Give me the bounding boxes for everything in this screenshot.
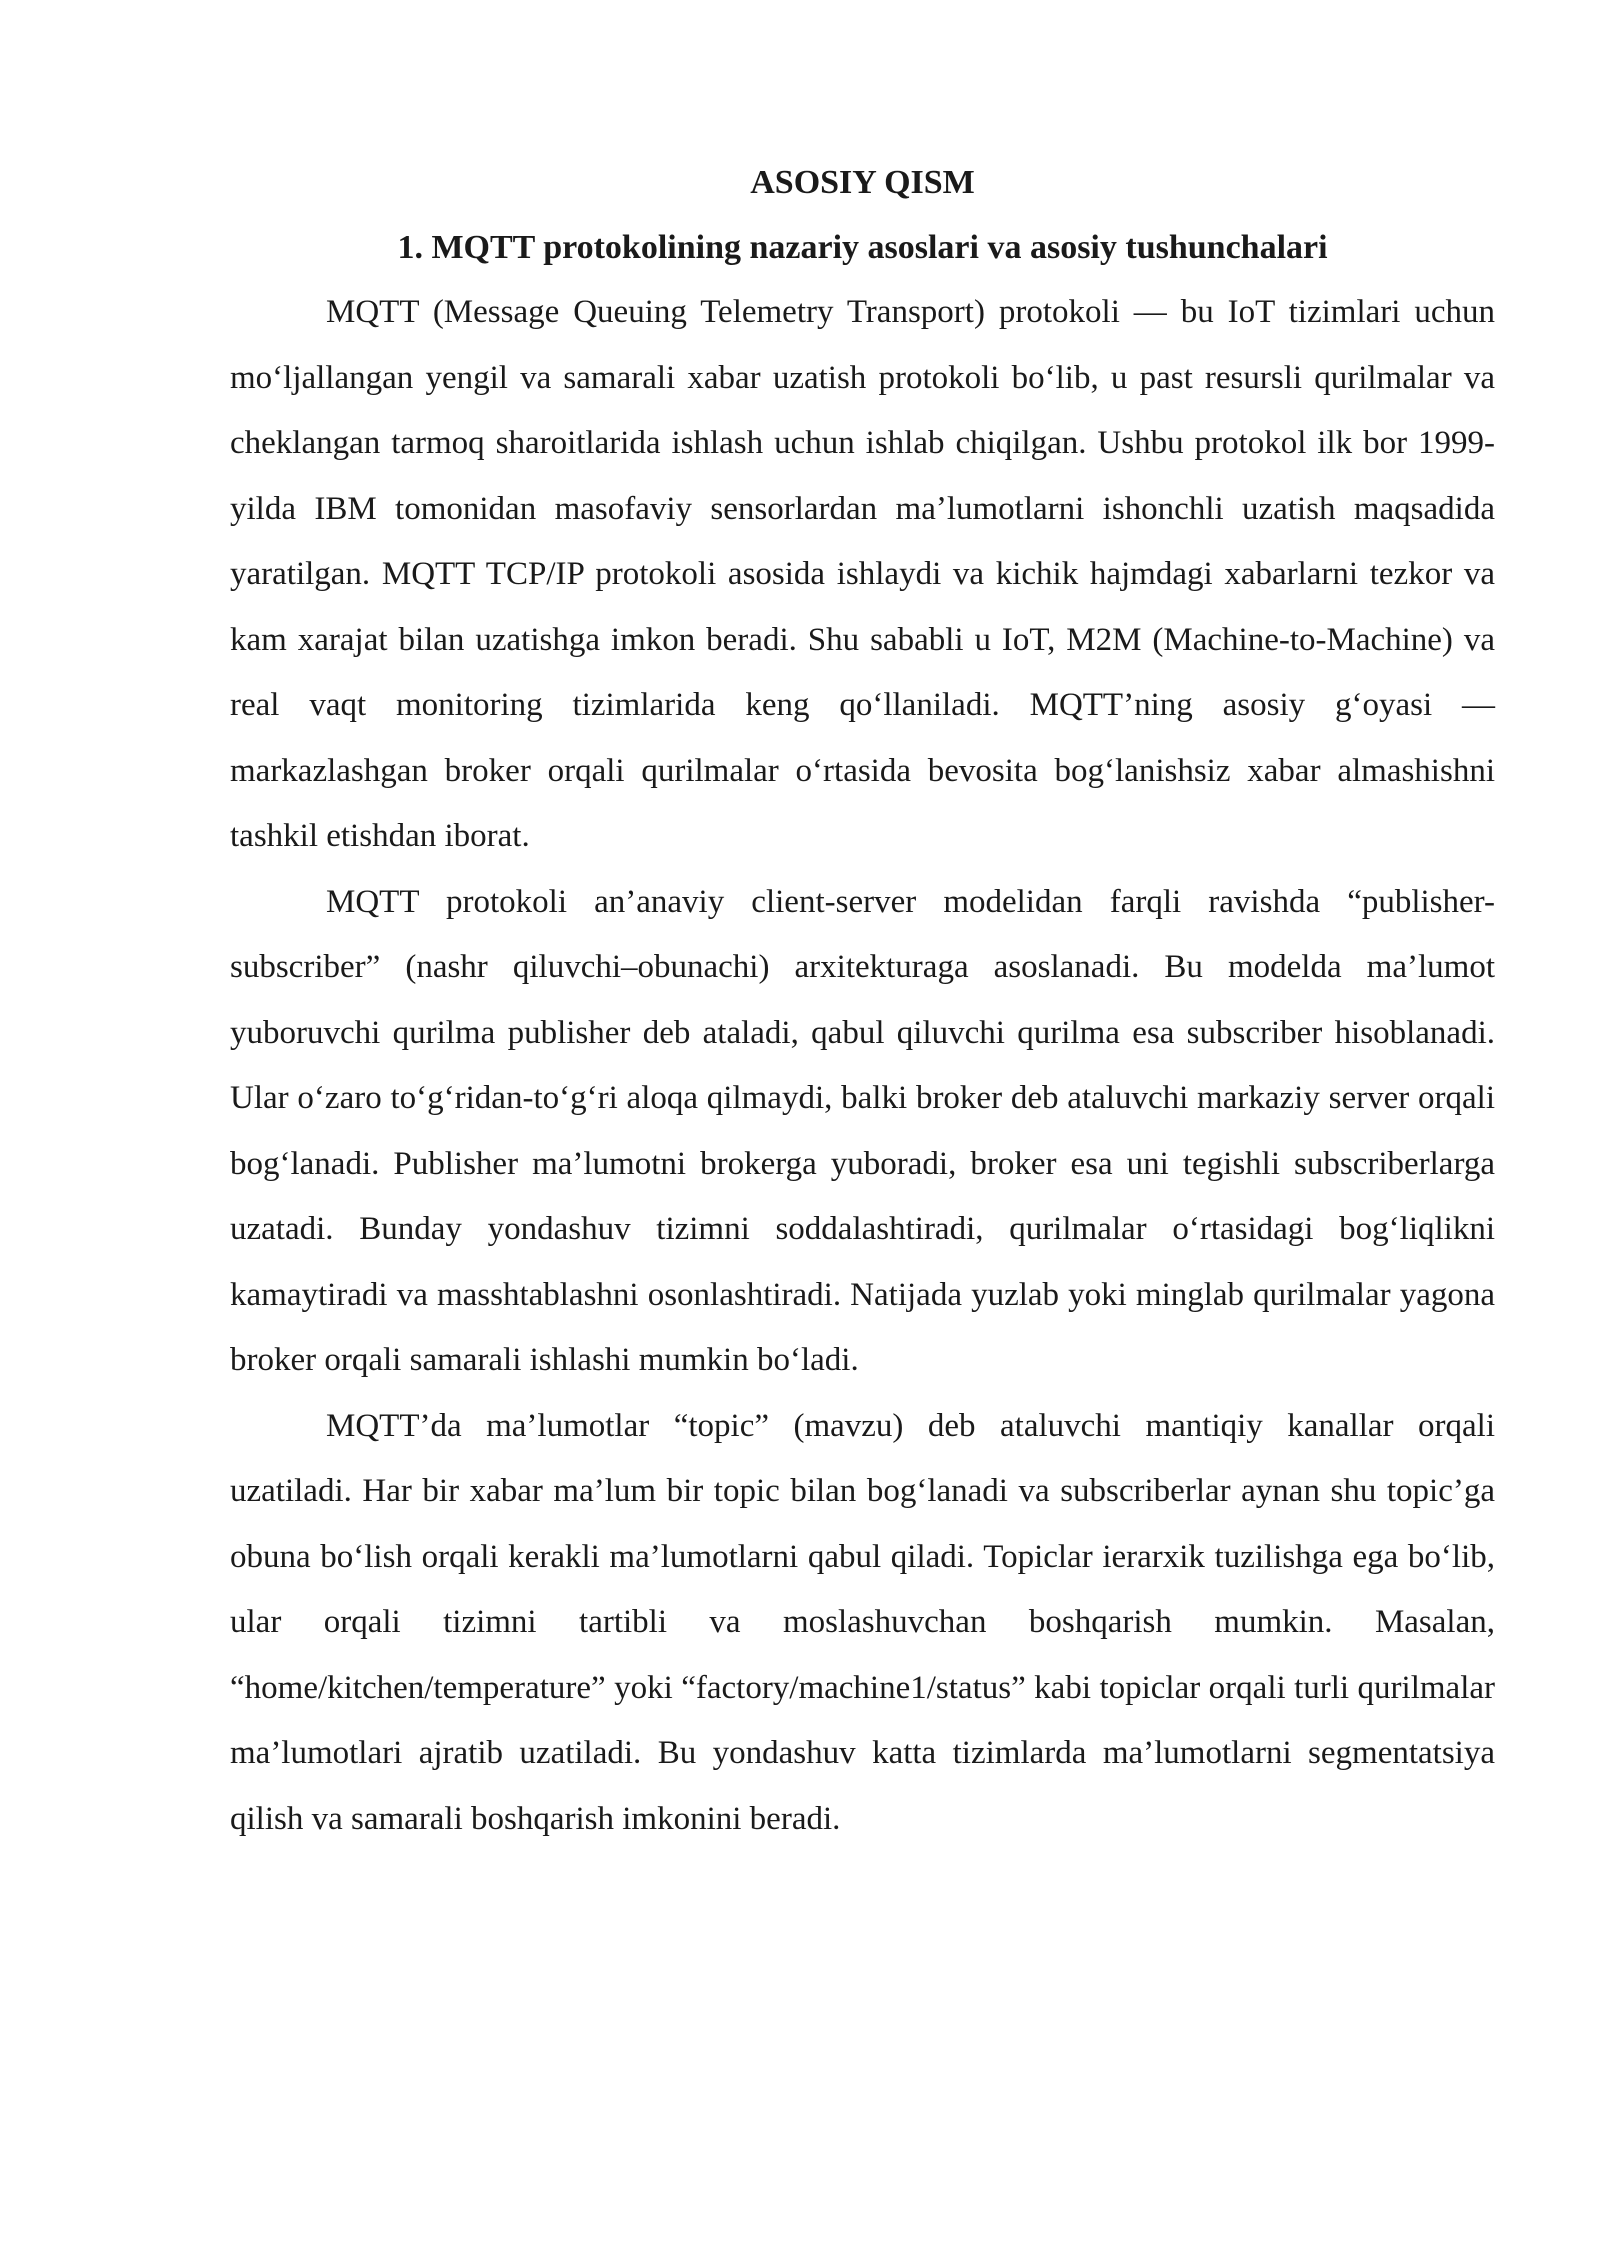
- document-page: [230, 150, 1495, 1852]
- paragraph-mqtt-overview: MQTT (Message Queuing Telemetry Transport) protokoli — bu IoT tizimlari uchun moʻljallangan yengil va samarali xabar uzatish protokoli boʻlib, u past resursli qurilmalar va cheklangan tarmoq sharoitlarida ishlash uchun ishlab chiqilgan. Ushbu protokol ilk bor 1999-yilda IBM tomonidan masofaviy sensorlardan maʼlumotlarni ishonchli uzatish maqsadida yaratilgan. MQTT TCP/IP protokoli asosida ishlaydi va kichik hajmdagi xabarlarni tezkor va kam xarajat bilan uzatishga imkon beradi. Shu sababli u IoT, M2M (Machine-to-Machine) va real vaqt monitoring tizimlarida keng qoʻllaniladi. MQTT’ning asosiy gʻoyasi — markazlashgan broker orqali qurilmalar oʻrtasida bevosita bogʻlanishsiz xabar almashishni tashkil etishdan iborat.: [230, 294, 1495, 854]
- subsection-title: 1. MQTT protokolining nazariy asoslari va asosiy tushunchalari: [397, 229, 1328, 266]
- paragraph-publisher-subscriber: MQTT protokoli an’anaviy client-server modelidan farqli ravishda “publisher-subscriber” (nashr qiluvchi–obunachi) arxitekturaga asoslanadi. Bu modelda ma’lumot yuboruvchi qurilma publisher deb ataladi, qabul qiluvchi qurilma esa subscriber hisoblanadi. Ular oʻzaro toʻgʻridan-toʻgʻri aloqa qilmaydi, balki broker deb ataluvchi markaziy server orqali bogʻlanadi. Publisher ma’lumotni brokerga yuboradi, broker esa uni tegishli subscriberlarga uzatadi. Bunday yondashuv tizimni soddalashtiradi, qurilmalar oʻrtasidagi bogʻliqlikni kamaytiradi va masshtablashni osonlashtiradi. Natijada yuzlab yoki minglab qurilmalar yagona broker orqali samarali ishlashi mumkin boʻladi.: [230, 883, 1495, 1378]
- section-title: ASOSIY QISM: [750, 164, 975, 201]
- paragraph-topics: MQTT’da ma’lumotlar “topic” (mavzu) deb ataluvchi mantiqiy kanallar orqali uzatiladi. Har bir xabar ma’lum bir topic bilan bogʻlanadi va subscriberlar aynan shu topic’ga obuna boʻlish orqali kerakli ma’lumotlarni qabul qiladi. Topiclar ierarxik tuzilishga ega boʻlib, ular orqali tizimni tartibli va moslashuvchan boshqarish mumkin. Masalan, “home/kitchen/temperature” yoki “factory/machine1/status” kabi topiclar orqali turli qurilmalar ma’lumotlari ajratib uzatiladi. Bu yondashuv katta tizimlarda ma’lumotlarni segmentatsiya qilish va samarali boshqarish imkonini beradi.: [230, 1407, 1495, 1837]
